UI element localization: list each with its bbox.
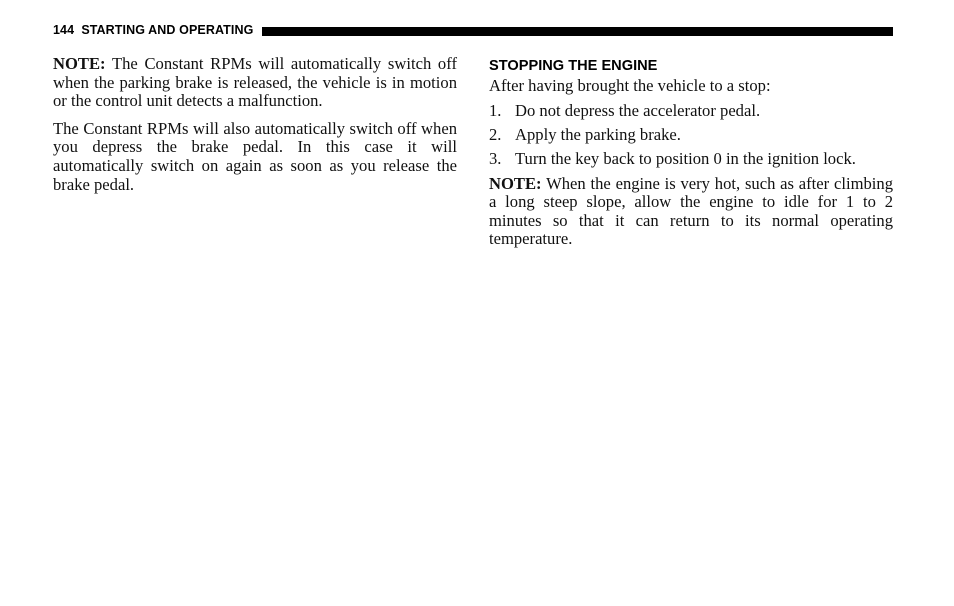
note-text: The Constant RPMs will automatically switch off when the parking brake is released, the vehicle is in motion or the control unit detects a malfunction. xyxy=(53,54,457,111)
paragraph-brake-pedal: The Constant RPMs will also automatically switch off when you depress the brake pedal. In this case it will automatically switch on again as soon as you release the brake pedal. xyxy=(53,118,457,194)
page-number: 144 xyxy=(53,23,75,37)
step-number: 2. xyxy=(489,124,502,144)
list-item xyxy=(489,102,893,121)
intro-text: After having brought the vehicle to a stop: xyxy=(489,76,771,95)
section-title: STARTING AND OPERATING xyxy=(81,23,254,37)
left-column xyxy=(53,55,457,203)
note-label: NOTE: xyxy=(489,173,542,193)
step-text: Apply the parking brake. xyxy=(515,124,681,144)
steps-list xyxy=(489,102,893,169)
list-item xyxy=(489,150,893,169)
section-heading: STOPPING THE ENGINE xyxy=(489,58,658,74)
step-number: 1. xyxy=(489,100,502,120)
step-text: Do not depress the accelerator pedal. xyxy=(515,100,761,120)
step-number: 3. xyxy=(489,148,502,168)
note-label: NOTE: xyxy=(53,54,106,73)
header-text xyxy=(53,23,253,37)
page-header xyxy=(53,22,893,38)
note-text: When the engine is very hot, such as after climbing a long steep slope, allow the engine to idle for 1 to 2 minutes so that it can return to its normal operating temperature. xyxy=(489,173,893,249)
list-item xyxy=(489,126,893,145)
note-engine-hot xyxy=(489,175,893,249)
step-text: Turn the key back to position 0 in the ignition lock. xyxy=(515,148,856,168)
header-rule xyxy=(262,27,893,36)
note-constant-rpm-switch-off xyxy=(53,55,457,111)
right-column xyxy=(489,55,893,258)
